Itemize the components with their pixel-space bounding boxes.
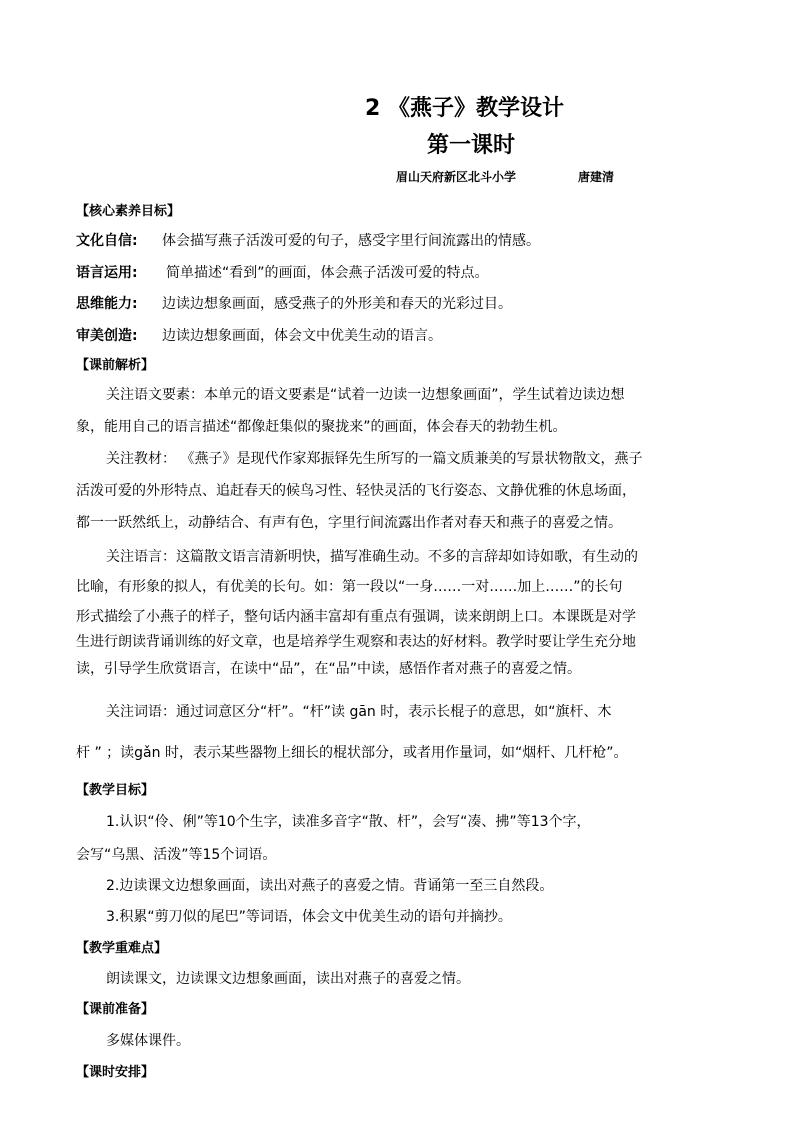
analysis-line: 关注语言：这篇散文语言清新明快，描写准确生动。不多的言辞却如诗如歌，有生动的 — [106, 549, 638, 565]
goal-line: 3.积累“剪刀似的尾巴”等词语，体会文中优美生动的语句并摘抄。 — [106, 909, 512, 925]
analysis-line: 形式描绘了小燕子的样子，整句话内涵丰富却有重点有强调，读来朗朗上口。本课既是对学 — [76, 609, 636, 625]
page-subtitle: 第一课时 — [427, 133, 516, 158]
page-title: 2 《燕子》教学设计 — [365, 96, 564, 121]
core-text: 边读边想象画面，感受燕子的外形美和春天的光彩过目。 — [162, 296, 512, 312]
section-heading-prep: 【课前准备】 — [76, 1002, 155, 1017]
core-text: 体会描写燕子活泼可爱的句子，感受字里行间流露出的情感。 — [162, 233, 540, 249]
analysis-line: 关注语文要素：本单元的语文要素是“试着一边读一边想象画面”，学生试着边读边想 — [106, 387, 625, 403]
core-text: 边读边想象画面，体会文中优美生动的语言。 — [162, 328, 442, 344]
analysis-line: 都一一跃然纸上，动静结合、有声有色，字里行间流露出作者对春天和燕子的喜爱之情。 — [76, 515, 622, 531]
goal-line: 1.认识“伶、俐”等10个生字，读准多音字“散、杆”，会写“凑、拂”等13个字， — [106, 814, 591, 830]
analysis-line: 象，能用自己的语言描述“都像赶集似的聚拢来”的画面，体会春天的勃勃生机。 — [76, 419, 567, 435]
section-heading-schedule: 【课时安排】 — [76, 1065, 155, 1080]
goal-line: 2.边读课文边想象画面，读出对燕子的喜爱之情。背诵第一至三自然段。 — [106, 878, 554, 894]
analysis-line: 关注教材： 《燕子》是现代作家郑振铎先生所写的一篇文质兼美的写景状物散文，燕子 — [106, 451, 643, 467]
section-heading-analysis: 【课前解析】 — [76, 358, 155, 373]
analysis-line: 读，引导学生欣赏语言，在读中“品”，在“品”中读，感悟作者对燕子的喜爱之情。 — [76, 661, 582, 677]
analysis-line: 活泼可爱的外形特点、追赶春天的候鸟习性、轻快灵活的飞行姿态、文静优雅的休息场面， — [76, 483, 636, 499]
core-label: 语言运用: — [76, 265, 138, 281]
analysis-line: 生进行朗读背诵训练的好文章，也是培养学生观察和表达的好材料。教学时要让学生充分地 — [76, 634, 636, 650]
core-label: 文化自信: — [76, 233, 138, 249]
goal-line: 会写“乌黑、活泼”等15个词语。 — [76, 847, 277, 863]
analysis-line: 关注词语：通过词意区分“杆”。“杆”读 gān 时，表示长棍子的意思，如“旗杆、木 — [106, 704, 612, 720]
core-text: 简单描述“看到”的画面，体会燕子活泼可爱的特点。 — [166, 265, 489, 281]
school-name: 眉山天府新区北斗小学 — [396, 170, 517, 184]
section-heading-goals: 【教学目标】 — [76, 783, 155, 798]
section-heading-keypoints: 【教学重难点】 — [76, 941, 168, 956]
analysis-line: 比喻，有形象的拟人，有优美的长句。如：第一段以“一身……一对……加上……”的长句 — [76, 579, 623, 595]
core-label: 思维能力: — [76, 296, 138, 312]
keypoints-text: 朗读课文，边读课文边想象画面，读出对燕子的喜爱之情。 — [106, 971, 470, 987]
section-heading-core: 【核心素养目标】 — [76, 204, 181, 219]
author-name: 唐建清 — [578, 170, 615, 184]
prep-text: 多媒体课件。 — [106, 1033, 190, 1049]
analysis-line: 杆 ” ；读gǎn 时，表示某些器物上细长的棍状部分，或者用作量词，如“烟杆、几杆枪”。 — [76, 745, 628, 761]
core-label: 审美创造: — [76, 328, 138, 344]
